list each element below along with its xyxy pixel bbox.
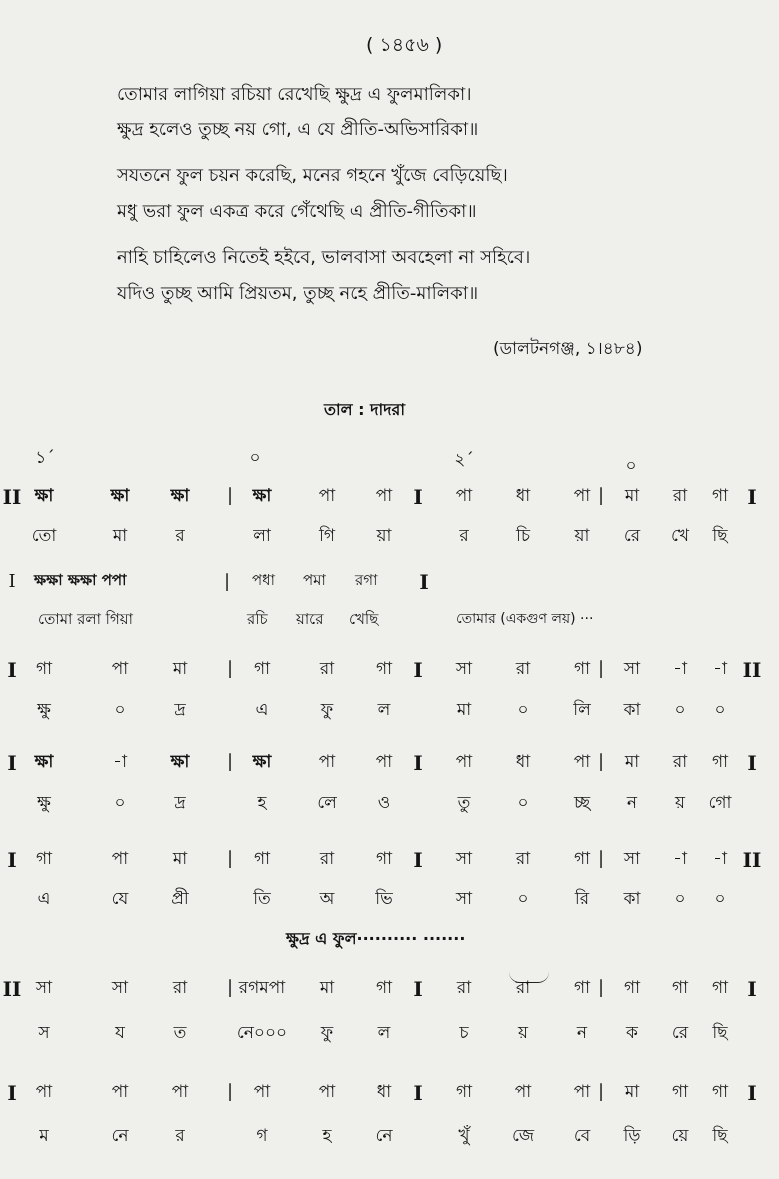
lyric-cell: নে০০০ [236, 1023, 288, 1043]
bar-line: I [747, 485, 757, 509]
swar-cell: গা [671, 978, 689, 998]
lyric-cell: ল [377, 1023, 391, 1043]
lyric-cell: যে [111, 889, 129, 909]
lyric-cell: লে [317, 793, 337, 813]
swar-cell: -া [673, 659, 687, 679]
swar-cell: গা [375, 659, 393, 679]
lyric-cell: ড়ি [623, 1126, 641, 1146]
swar-cell: ধা [376, 1082, 392, 1102]
bar-line: I [413, 751, 423, 775]
bar-line: II [2, 977, 22, 1001]
lyric-cell: ০ [517, 889, 529, 909]
lyric-cell: লা [253, 526, 271, 546]
swar-cell: রা [672, 486, 688, 506]
swar-cell: পা [111, 659, 129, 679]
lyric-cell: ল [377, 700, 391, 720]
lyric-cell: ছি [712, 1126, 728, 1146]
swar-cell: সা [623, 849, 641, 869]
lyric-cell: বে [573, 1126, 591, 1146]
lyric-cell: তি [253, 889, 271, 909]
lyric-cell: ফু [320, 700, 334, 720]
lyric-cell: ক্ষু [37, 793, 51, 813]
swar-cell: পা [111, 1082, 129, 1102]
lyric-cell: চি [515, 526, 531, 546]
swar-cell: পা [573, 1082, 591, 1102]
swar-cell: সা [623, 659, 641, 679]
lyric-cell: দ্র [174, 700, 186, 720]
bar-line: | [226, 848, 234, 869]
lyric-cell: য [115, 1023, 125, 1043]
lyric-cell: ফু [320, 1023, 334, 1043]
swar-cell: ধা [515, 752, 531, 772]
bar-line: I [747, 977, 757, 1001]
lyric-cell: র [459, 526, 469, 546]
swar-cell: ক্ষা [34, 486, 54, 506]
swar-cell: গা [623, 978, 641, 998]
lyric-cell: গ [256, 1126, 268, 1146]
swar-cell: পমা [303, 571, 326, 589]
lyric-cell: খেছি [349, 610, 379, 628]
lyric-cell: ক [626, 1023, 638, 1043]
lyric-cell: লি [573, 700, 591, 720]
poem-line: ক্ষুদ্র হলেও তুচ্ছ নয় গো, এ যে প্রীতি-অভিসারিকা॥ [117, 119, 479, 140]
swar-cell: -া [673, 849, 687, 869]
bar-line: | [226, 658, 234, 679]
tempo-note: তোমার (একগুণ লয়) ··· [456, 611, 594, 627]
lyric-cell: ও [377, 793, 391, 813]
swar-cell: ধা [515, 486, 531, 506]
swar-cell: সা [111, 978, 129, 998]
swar-cell: মা [624, 1082, 640, 1102]
swar-cell: পা [318, 486, 336, 506]
lyric-cell: য়া [574, 526, 590, 546]
swar-cell: পা [318, 1082, 336, 1102]
lyric-cell: ০ [674, 700, 686, 720]
beat-mark: ১´ [35, 448, 55, 468]
lyric-cell: তো [31, 526, 57, 546]
bar-line: | [226, 977, 234, 998]
swar-cell: -া [113, 752, 127, 772]
bar-line: | [226, 751, 234, 772]
bar-line: I [419, 570, 429, 594]
swar-cell: পা [318, 752, 336, 772]
lyric-cell: মা [112, 526, 128, 546]
swar-cell: রা [515, 659, 531, 679]
lyric-cell: গো [708, 793, 732, 813]
lyric-cell: ০ [714, 889, 726, 909]
bar-line: | [597, 658, 605, 679]
refrain-note: ক্ষুদ্র এ ফুল·········· ······· [286, 929, 466, 948]
swar-cell: -া [713, 849, 727, 869]
lyric-cell: য়া [376, 526, 392, 546]
swar-cell: রা [319, 659, 335, 679]
lyric-cell: ছি [712, 526, 728, 546]
lyric-cell: হ [322, 1126, 332, 1146]
lyric-cell: য়ে [671, 1126, 689, 1146]
lyric-cell: তু [457, 793, 471, 813]
swar-cell: সা [455, 849, 473, 869]
bar-line: I [413, 977, 423, 1001]
lyric-cell: য়ারে [296, 610, 324, 628]
swar-cell: পা [375, 752, 393, 772]
lyric-cell: রি [574, 889, 590, 909]
swar-cell: গা [711, 1082, 729, 1102]
lyric-cell: কা [623, 889, 641, 909]
lyric-cell: ম [39, 1126, 49, 1146]
swar-cell: গা [573, 659, 591, 679]
lyric-cell: রচি [247, 610, 268, 628]
poem-line: মধু ভরা ফুল একত্র করে গেঁথেছি এ প্রীতি-গীতিকা॥ [117, 201, 477, 222]
lyric-cell: র [175, 1126, 185, 1146]
bar-line: | [597, 1081, 605, 1102]
swar-cell: গা [671, 1082, 689, 1102]
lyric-cell: রে [623, 526, 641, 546]
swar-cell: পা [35, 1082, 53, 1102]
swar-cell: গা [573, 978, 591, 998]
poem-line: যদিও তুচ্ছ আমি প্রিয়তম, তুচ্ছ নহে প্রীতি-মালিকা॥ [117, 283, 479, 304]
swar-cell: গা [711, 486, 729, 506]
swar-cell: মা [319, 978, 335, 998]
bar-line: | [223, 571, 231, 592]
swar-cell: ক্ষা [170, 486, 190, 506]
beat-mark: ২´ [454, 450, 474, 470]
swar-cell: ক্ষক্ষা ক্ষক্ষা পপা [34, 571, 127, 589]
bar-line: | [597, 848, 605, 869]
bar-line: I [7, 658, 17, 682]
lyric-cell: জে [511, 1126, 535, 1146]
bar-line: I [7, 751, 17, 775]
swar-cell: পা [253, 1082, 271, 1102]
swar-cell: মা [624, 486, 640, 506]
lyric-cell: ভি [375, 889, 393, 909]
swar-cell: গা [711, 752, 729, 772]
bar-line: I [413, 658, 423, 682]
swar-cell: গা [35, 659, 53, 679]
lyric-cell: খে [670, 526, 690, 546]
bar-line: | [226, 485, 234, 506]
bar-line: I [7, 1081, 17, 1105]
poem-line: নাহি চাহিলেও নিতেই হইবে, ভালবাসা অবহেলা না সহিবে। [117, 247, 531, 268]
swar-cell: সা [455, 659, 473, 679]
lyric-cell: প্রী [171, 889, 189, 909]
swar-cell: ক্ষা [252, 752, 272, 772]
lyric-cell: রে [671, 1023, 689, 1043]
tal-label: তাল : দাদরা [324, 400, 405, 419]
lyric-cell: এ [37, 889, 51, 909]
lyric-cell: গি [318, 526, 336, 546]
lyric-cell: য় [517, 1023, 529, 1043]
lyric-cell: ০ [674, 889, 686, 909]
swar-cell: পা [514, 1082, 532, 1102]
lyric-cell: ০ [714, 700, 726, 720]
beat-mark: ০ [249, 448, 261, 468]
swar-cell: রা [515, 978, 531, 998]
bar-line: I [747, 751, 757, 775]
swar-cell: রা [456, 978, 472, 998]
swar-cell: গা [573, 849, 591, 869]
swar-cell: গা [35, 849, 53, 869]
swar-cell: গা [253, 849, 271, 869]
swar-cell: মা [172, 849, 188, 869]
swar-cell: মা [624, 752, 640, 772]
lyric-cell: ০ [517, 700, 529, 720]
swar-cell: রা [515, 849, 531, 869]
swar-cell: ক্ষা [110, 486, 130, 506]
bar-line: II [742, 658, 762, 682]
bar-line: I [413, 485, 423, 509]
swar-cell: পা [573, 752, 591, 772]
lyric-cell: ছি [712, 1023, 728, 1043]
swar-cell: রা [319, 849, 335, 869]
poem-line: তোমার লাগিয়া রচিয়া রেখেছি ক্ষুদ্র এ ফুলমালিকা। [117, 84, 472, 105]
lyric-cell: য় [674, 793, 686, 813]
lyric-cell: চ [459, 1023, 469, 1043]
lyric-cell: মা [456, 700, 472, 720]
swar-cell: রগা [355, 571, 378, 589]
swar-cell: গা [375, 978, 393, 998]
lyric-cell: অ [319, 889, 335, 909]
lyric-cell: ন [626, 793, 638, 813]
swar-cell: ক্ষা [170, 752, 190, 772]
lyric-cell: ০ [517, 793, 529, 813]
lyric-cell: এ [255, 700, 269, 720]
lyric-cell: ত [173, 1023, 187, 1043]
swar-cell: পা [375, 486, 393, 506]
swar-cell: পা [573, 486, 591, 506]
lyric-cell: র [175, 526, 185, 546]
poem-line: সযতনে ফুল চয়ন করেছি, মনের গহনে খুঁজে বেড়িয়েছি। [117, 165, 508, 186]
bar-line: I [413, 1081, 423, 1105]
lyric-cell: ০ [114, 700, 126, 720]
swar-cell: গা [455, 1082, 473, 1102]
page-number: ( ১৪৫৬ ) [366, 34, 443, 56]
swar-cell: -া [713, 659, 727, 679]
swar-cell: ক্ষা [34, 752, 54, 772]
lyric-cell: দ্র [174, 793, 186, 813]
bar-line: I [747, 1081, 757, 1105]
swar-cell: সা [35, 978, 53, 998]
lyric-cell: হ [257, 793, 267, 813]
bar-line: II [2, 485, 22, 509]
bar-line: | [597, 977, 605, 998]
swar-cell: গা [375, 849, 393, 869]
swar-cell: গা [711, 978, 729, 998]
swar-cell: পা [455, 752, 473, 772]
place-date-credit: (ডালটনগঞ্জ, ১।৪৮৪) [493, 339, 643, 359]
swar-cell: পা [111, 849, 129, 869]
lyric-cell: নে [111, 1126, 129, 1146]
bar-line: II [742, 848, 762, 872]
bar-line: I [7, 848, 17, 872]
lyric-cell: কা [623, 700, 641, 720]
swar-cell: গা [253, 659, 271, 679]
bar-line: | [597, 751, 605, 772]
lyric-cell: তোমা রলা গিয়া [38, 610, 133, 628]
lyric-cell: ক্ষু [37, 700, 51, 720]
swar-cell: পধা [252, 571, 275, 589]
swar-cell: পা [455, 486, 473, 506]
swar-cell: রা [672, 752, 688, 772]
swar-cell: পা [171, 1082, 189, 1102]
swar-cell: রা [172, 978, 188, 998]
beat-mark: ০ [625, 456, 637, 476]
bar-line: I [8, 571, 16, 592]
bar-line: I [413, 848, 423, 872]
bar-line: | [597, 485, 605, 506]
bar-line: | [226, 1081, 234, 1102]
lyric-cell: নে [375, 1126, 393, 1146]
swar-cell: মা [172, 659, 188, 679]
lyric-cell: খুঁ [458, 1126, 470, 1146]
lyric-cell: সা [455, 889, 473, 909]
lyric-cell: চ্ছ [573, 793, 591, 813]
swar-cell: ক্ষা [252, 486, 272, 506]
lyric-cell: স [38, 1023, 50, 1043]
swar-cell: রগমপা [238, 978, 286, 998]
lyric-cell: ন [576, 1023, 588, 1043]
lyric-cell: ০ [114, 793, 126, 813]
